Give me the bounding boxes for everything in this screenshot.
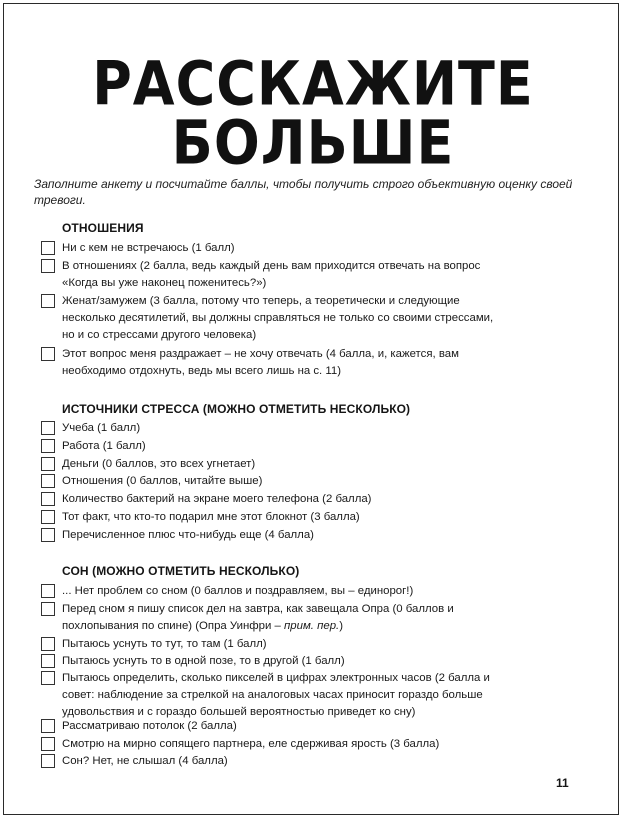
- checkbox[interactable]: [41, 439, 55, 453]
- option-label: Количество бактерий на экране моего телефона (2 балла): [62, 493, 372, 505]
- option-label: В отношениях (2 балла, ведь каждый день вам приходится отвечать на вопрос «Когда вы уже наконец поженитесь?»): [62, 260, 481, 289]
- section-sleep-heading: СОН (МОЖНО ОТМЕТИТЬ НЕСКОЛЬКО): [62, 564, 300, 578]
- page-number: 11: [556, 776, 569, 790]
- option-label: Этот вопрос меня раздражает – не хочу отвечать (4 балла, и, кажется, вам необходимо отдохнуть, ведь мы всего лишь на с. 11): [62, 348, 459, 377]
- option-label: ... Нет проблем со сном (0 баллов и поздравляем, вы – единорог!): [62, 585, 414, 597]
- checkbox[interactable]: [41, 294, 55, 308]
- option-label: Женат/замужем (3 балла, потому что теперь, а теоретически и следующие несколько десятилетий, вы должны справляться не только со своими стрессами, но и со стрессами другого человека): [62, 295, 494, 341]
- translator-note: прим. пер.: [284, 620, 340, 632]
- checkbox[interactable]: [41, 457, 55, 471]
- stress-option-study[interactable]: [41, 420, 561, 437]
- checkbox[interactable]: [41, 259, 55, 273]
- stress-option-money[interactable]: [41, 456, 561, 473]
- option-label: Сон? Нет, не слышал (4 балла): [62, 755, 228, 767]
- page-title-line-1: РАССКАЖИТЕ: [92, 48, 534, 120]
- checkbox[interactable]: [41, 492, 55, 506]
- checkbox[interactable]: [41, 671, 55, 685]
- checkbox[interactable]: [41, 421, 55, 435]
- checkbox[interactable]: [41, 754, 55, 768]
- relationship-option-married[interactable]: [41, 293, 561, 344]
- option-label: Ни с кем не встречаюсь (1 балл): [62, 242, 235, 254]
- option-label-main: Перед сном я пишу список дел на завтра, как завещала Опра (0 баллов и похлопывания по спине) (Опра Уинфри –: [62, 603, 454, 632]
- checkbox[interactable]: [41, 737, 55, 751]
- option-label: [62, 601, 561, 635]
- sleep-option-here-and-there[interactable]: [41, 636, 561, 653]
- stress-option-bacteria[interactable]: [41, 491, 561, 508]
- checkbox[interactable]: [41, 474, 55, 488]
- relationship-option-dating[interactable]: [41, 258, 561, 292]
- option-label: Пытаюсь уснуть то тут, то там (1 балл): [62, 638, 267, 650]
- page-title-line-2: БОЛЬШЕ: [171, 107, 455, 179]
- stress-option-relationships[interactable]: [41, 473, 561, 490]
- section-stress-heading: ИСТОЧНИКИ СТРЕССА (МОЖНО ОТМЕТИТЬ НЕСКОЛЬКО): [62, 402, 411, 416]
- checkbox[interactable]: [41, 510, 55, 524]
- checkbox[interactable]: [41, 584, 55, 598]
- stress-option-work[interactable]: [41, 438, 561, 455]
- checkbox[interactable]: [41, 347, 55, 361]
- checkbox[interactable]: [41, 528, 55, 542]
- stress-option-notebook[interactable]: [41, 509, 561, 526]
- option-label: Перечисленное плюс что-нибудь еще (4 балла): [62, 529, 314, 541]
- intro-text: Заполните анкету и посчитайте баллы, чтобы получить строго объективную оценку своей тревоги.: [34, 177, 573, 207]
- relationship-option-no-answer[interactable]: [41, 346, 561, 380]
- checkbox[interactable]: [41, 602, 55, 616]
- section-relationships-heading: ОТНОШЕНИЯ: [62, 221, 144, 235]
- sleep-option-ceiling[interactable]: [41, 718, 561, 735]
- sleep-option-todo-list[interactable]: [41, 601, 561, 635]
- sleep-option-no-problems[interactable]: [41, 583, 561, 600]
- option-label: Пытаюсь уснуть то в одной позе, то в другой (1 балл): [62, 655, 345, 667]
- checkbox[interactable]: [41, 637, 55, 651]
- sleep-option-partner[interactable]: [41, 736, 561, 753]
- option-label: Тот факт, что кто-то подарил мне этот блокнот (3 балла): [62, 511, 360, 523]
- sleep-option-never-heard[interactable]: [41, 753, 561, 770]
- option-label: Деньги (0 баллов, это всех угнетает): [62, 458, 256, 470]
- checkbox[interactable]: [41, 719, 55, 733]
- option-label: Учеба (1 балл): [62, 422, 141, 434]
- relationship-option-single[interactable]: [41, 240, 561, 257]
- stress-option-all-plus[interactable]: [41, 527, 561, 544]
- option-label: Пытаюсь определить, сколько пикселей в цифрах электронных часов (2 балла и совет: наблюдение за стрелкой на аналоговых часах приносит гораздо больше удовольствия и с гораздо большей вероятностью приведет ко сну): [62, 672, 490, 718]
- sleep-option-positions[interactable]: [41, 653, 561, 670]
- option-label: Работа (1 балл): [62, 440, 146, 452]
- option-label: Смотрю на мирно сопящего партнера, еле сдерживая ярость (3 балла): [62, 738, 440, 750]
- note-close: ): [339, 620, 344, 632]
- checkbox[interactable]: [41, 241, 55, 255]
- option-label: Отношения (0 баллов, читайте выше): [62, 475, 263, 487]
- checkbox[interactable]: [41, 654, 55, 668]
- sleep-option-pixels[interactable]: [41, 670, 561, 721]
- option-label: Рассматриваю потолок (2 балла): [62, 720, 237, 732]
